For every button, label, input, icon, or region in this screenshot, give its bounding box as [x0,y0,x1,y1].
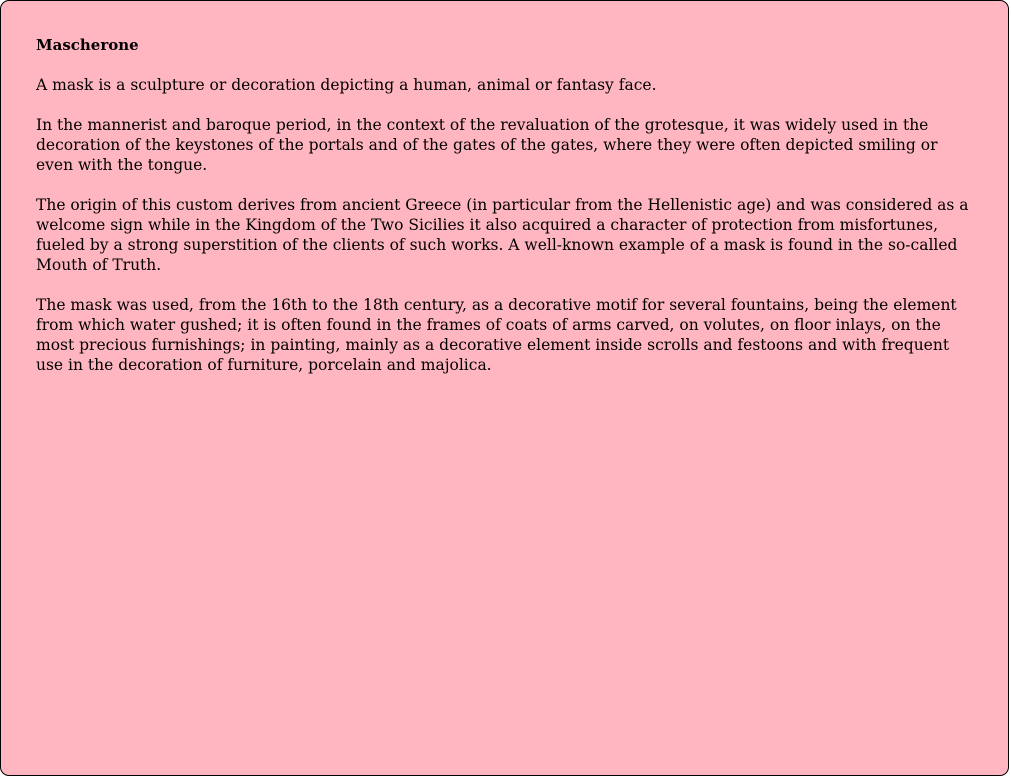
paragraph-mannerist-baroque: In the mannerist and baroque period, in the context of the revaluation of the grotesque, it was widely used in the decoration of the keystones of the portals and of the gates of the gates, where they were often depicted smiling or even with the tongue. [36,116,938,174]
paragraph-usage: The mask was used, from the 16th to the 18th century, as a decorative motif for several fountains, being the element from which water gushed; it is often found in the frames of coats of arms carved, on volutes, on floor inlays, on the most precious furnishings; in painting, mainly as a decorative element inside scrolls and festoons and with frequent use in the decoration of furniture, porcelain and majolica. [36,296,957,374]
paragraph-origin: The origin of this custom derives from ancient Greece (in particular from the Hellenistic age) and was considered as a welcome sign while in the Kingdom of the Two Sicilies it also acquired a character of protection from misfortunes, fueled by a strong superstition of the clients of such works. A well-known example of a mask is found in the so-called Mouth of Truth. [36,196,969,274]
article-title: Mascherone [36,36,139,54]
paragraph-intro: A mask is a sculpture or decoration depicting a human, animal or fantasy face. [36,76,657,94]
